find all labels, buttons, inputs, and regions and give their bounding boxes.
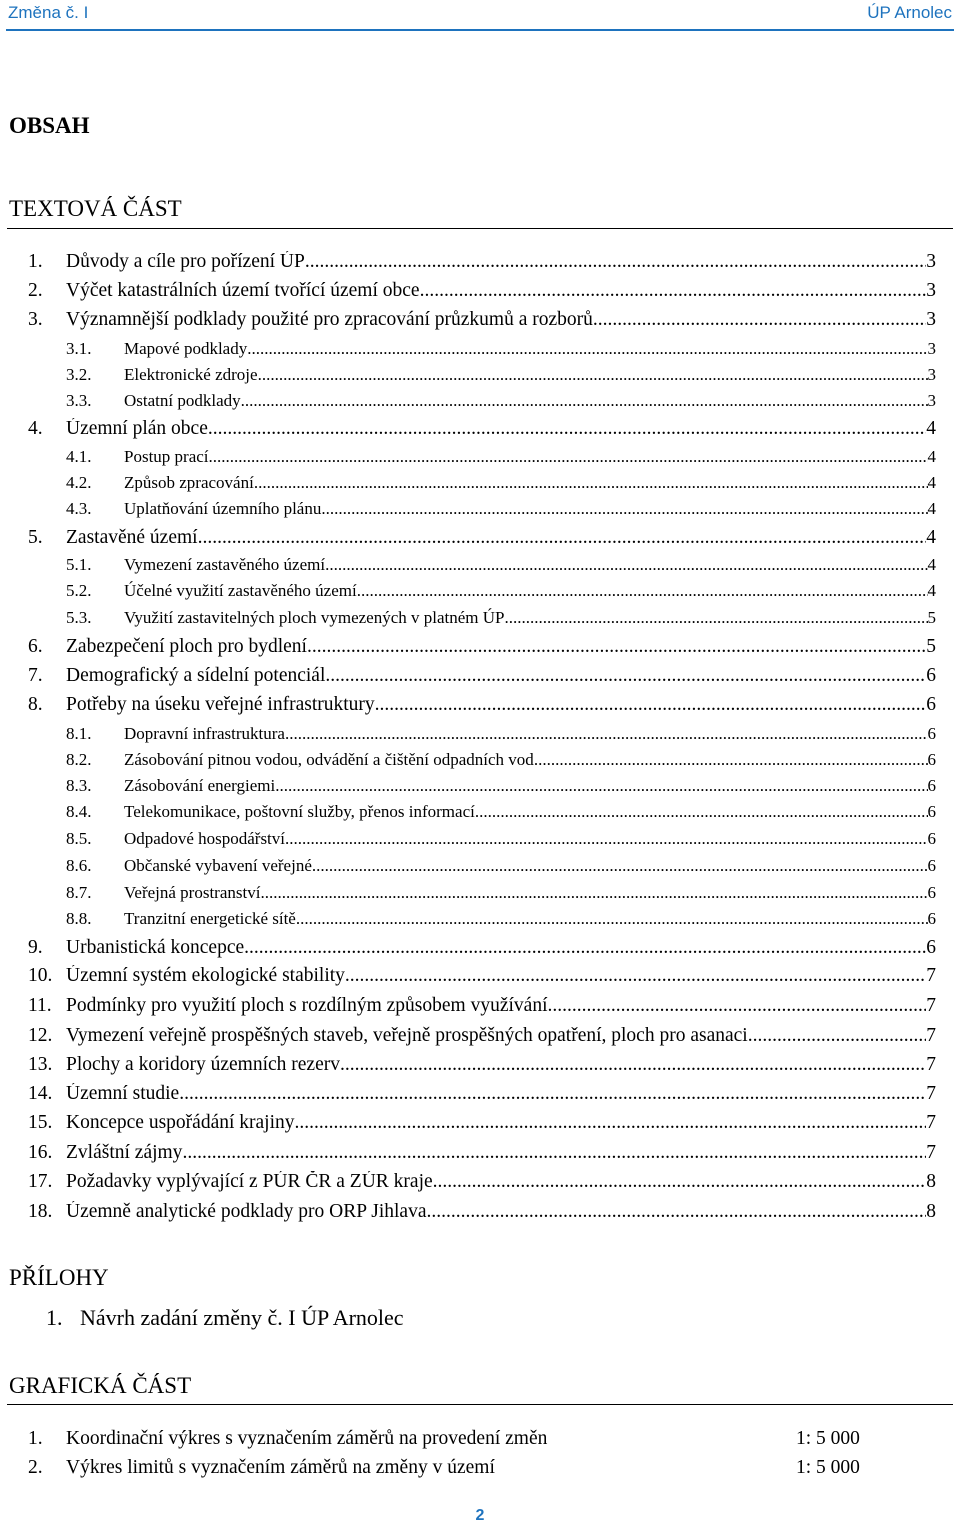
- toc-entry[interactable]: [28, 581, 936, 609]
- toc-entry-title: Urbanistická koncepce: [66, 937, 245, 958]
- toc-entry-page: 7: [926, 1083, 936, 1104]
- toc-entry-number: 3.1.: [66, 339, 92, 358]
- toc-entry-number: 2.: [28, 280, 43, 301]
- toc-entry[interactable]: [28, 750, 936, 778]
- toc-leader-dots: [426, 1201, 926, 1223]
- toc-leader-dots: [258, 365, 928, 385]
- toc-entry[interactable]: [28, 1171, 936, 1199]
- toc-entry-page: 6: [927, 883, 936, 902]
- drawing-item[interactable]: [28, 1457, 908, 1479]
- toc-entry-number: 4.3.: [66, 499, 92, 518]
- toc-entry-title: Zastavěné území: [66, 527, 198, 548]
- toc-entry-number: 3.: [28, 309, 43, 330]
- toc-entry-page: 7: [926, 965, 936, 986]
- toc-entry-title: Účelné využití zastavěného území: [124, 581, 357, 600]
- toc-entry-number: 12.: [28, 1025, 53, 1046]
- drawing-scale: 1: 5 000: [796, 1428, 860, 1449]
- toc-entry-number: 3.2.: [66, 365, 92, 384]
- toc-entry[interactable]: [28, 555, 936, 583]
- toc-entry[interactable]: [28, 995, 936, 1023]
- toc-entry-page: 3: [927, 391, 936, 410]
- toc-entry-page: 8: [926, 1201, 936, 1222]
- toc-leader-dots: [209, 447, 928, 467]
- toc-leader-dots: [534, 750, 928, 770]
- toc-entry[interactable]: [28, 1054, 936, 1082]
- drawing-title: Výkres limitů s vyznačením záměrů na změny v území: [66, 1457, 495, 1478]
- toc-entry-title: Způsob zpracování: [124, 473, 254, 492]
- toc-entry-page: 7: [926, 1025, 936, 1046]
- toc-leader-dots: [547, 995, 926, 1017]
- toc-leader-dots: [475, 802, 928, 822]
- toc-leader-dots: [593, 309, 926, 331]
- toc-entry-number: 14.: [28, 1083, 53, 1104]
- toc-entry-number: 8.6.: [66, 856, 92, 875]
- toc-entry[interactable]: [28, 418, 936, 446]
- toc-entry[interactable]: [28, 1201, 936, 1229]
- toc-leader-dots: [325, 665, 926, 687]
- toc-entry-title: Demografický a sídelní potenciál: [66, 665, 326, 686]
- toc-entry[interactable]: [28, 665, 936, 693]
- toc-entry-number: 8.7.: [66, 883, 92, 902]
- toc-leader-dots: [307, 636, 926, 658]
- toc-entry-number: 4.: [28, 418, 43, 439]
- toc-entry-number: 8.4.: [66, 802, 92, 821]
- toc-entry-title: Územně analytické podklady pro ORP Jihlava: [66, 1201, 427, 1222]
- toc-leader-dots: [312, 856, 928, 876]
- toc-entry[interactable]: [28, 608, 936, 636]
- toc-entry[interactable]: [28, 447, 936, 475]
- toc-entry-title: Zvláštní zájmy: [66, 1142, 183, 1163]
- toc-entry-title: Významnější podklady použité pro zpracování průzkumů a rozborů: [66, 309, 593, 330]
- toc-leader-dots: [296, 909, 928, 929]
- toc-entry-title: Zásobování pitnou vodou, odvádění a čištění odpadních vod: [124, 750, 534, 769]
- contents-heading: OBSAH: [9, 113, 90, 138]
- toc-entry-title: Výčet katastrálních území tvořící území obce: [66, 280, 420, 301]
- toc-entry[interactable]: [28, 499, 936, 527]
- toc-entry-title: Odpadové hospodářství: [124, 829, 286, 848]
- toc-entry-title: Mapové podklady: [124, 339, 248, 358]
- toc-entry-number: 4.2.: [66, 473, 92, 492]
- toc-entry-title: Požadavky vyplývající z PÚR ČR a ZÚR kraje: [66, 1171, 433, 1192]
- toc-leader-dots: [260, 883, 927, 903]
- toc-leader-dots: [505, 608, 928, 628]
- drawing-number: 2.: [28, 1457, 43, 1478]
- toc-leader-dots: [241, 391, 928, 411]
- toc-entry[interactable]: [28, 309, 936, 337]
- toc-entry-page: 6: [927, 724, 936, 743]
- toc-entry-number: 3.3.: [66, 391, 92, 410]
- toc-entry[interactable]: [28, 802, 936, 830]
- toc-leader-dots: [179, 1083, 926, 1105]
- toc-leader-dots: [305, 251, 926, 273]
- appendix-item[interactable]: [46, 1305, 404, 1331]
- toc-entry-page: 4: [926, 418, 936, 439]
- toc-entry-page: 3: [926, 309, 936, 330]
- toc-entry[interactable]: [28, 391, 936, 419]
- toc-entry-page: 4: [927, 447, 936, 466]
- toc-entry[interactable]: [28, 856, 936, 884]
- toc-entry-page: 6: [927, 776, 936, 795]
- toc-entry-title: Zásobování energiemi: [124, 776, 276, 795]
- toc-entry-number: 1.: [28, 251, 43, 272]
- toc-entry[interactable]: [28, 829, 936, 857]
- page-number: 2: [475, 1507, 485, 1524]
- toc-leader-dots: [375, 694, 927, 716]
- toc-entry-title: Potřeby na úseku veřejné infrastruktury: [66, 694, 375, 715]
- toc-entry-title: Plochy a koridory územních rezerv: [66, 1054, 340, 1075]
- toc-entry[interactable]: [28, 1083, 936, 1111]
- toc-entry-page: 4: [927, 555, 936, 574]
- toc-leader-dots: [748, 1025, 927, 1047]
- toc-entry-title: Územní studie: [66, 1083, 180, 1104]
- drawing-title: Koordinační výkres s vyznačením záměrů na provedení změn: [66, 1428, 548, 1449]
- toc-entry-page: 7: [926, 1054, 936, 1075]
- header-plan-name: ÚP Arnolec: [867, 3, 952, 22]
- toc-leader-dots: [198, 527, 927, 549]
- toc-entry-number: 18.: [28, 1201, 53, 1222]
- toc-entry-page: 6: [927, 909, 936, 928]
- toc-entry[interactable]: [28, 937, 936, 965]
- toc-leader-dots: [321, 499, 927, 519]
- toc-leader-dots: [357, 581, 928, 601]
- toc-entry-title: Uplatňování územního plánu: [124, 499, 322, 518]
- toc-entry-title: Veřejná prostranství: [124, 883, 261, 902]
- toc-leader-dots: [295, 1112, 927, 1134]
- toc-entry[interactable]: [28, 724, 936, 752]
- toc-entry-page: 5: [926, 636, 936, 657]
- toc-entry[interactable]: [28, 251, 936, 279]
- toc-entry-number: 13.: [28, 1054, 53, 1075]
- drawing-item[interactable]: [28, 1428, 908, 1450]
- toc-leader-dots: [285, 829, 927, 849]
- toc-entry-number: 8.8.: [66, 909, 92, 928]
- header-document-title: Změna č. I: [8, 3, 89, 22]
- toc-entry-page: 7: [926, 1142, 936, 1163]
- toc-entry[interactable]: [28, 694, 936, 722]
- toc-entry-title: Ostatní podklady: [124, 391, 241, 410]
- drawing-number: 1.: [28, 1428, 43, 1449]
- toc-entry-page: 3: [926, 251, 936, 272]
- toc-entry-title: Koncepce uspořádání krajiny: [66, 1112, 295, 1133]
- toc-entry-title: Občanské vybavení veřejné: [124, 856, 312, 875]
- appendix-title: Návrh zadání změny č. I ÚP Arnolec: [80, 1305, 404, 1330]
- text-part-heading: TEXTOVÁ ČÁST: [9, 196, 182, 221]
- toc-entry-page: 4: [926, 527, 936, 548]
- toc-leader-dots: [420, 280, 927, 302]
- toc-leader-dots: [345, 965, 926, 987]
- toc-entry-title: Vymezení zastavěného území: [124, 555, 326, 574]
- toc-entry-page: 6: [926, 937, 936, 958]
- toc-entry-title: Důvody a cíle pro pořízení ÚP: [66, 251, 305, 272]
- toc-entry-title: Územní plán obce: [66, 418, 208, 439]
- toc-entry-page: 6: [927, 750, 936, 769]
- graphic-part-heading: GRAFICKÁ ČÁST: [9, 1373, 192, 1398]
- toc-entry-page: 5: [927, 608, 936, 627]
- toc-entry-number: 7.: [28, 665, 43, 686]
- toc-entry-number: 5.1.: [66, 555, 92, 574]
- toc-entry-page: 6: [927, 802, 936, 821]
- toc-entry[interactable]: [28, 1112, 936, 1140]
- text-part-divider: [7, 228, 953, 229]
- toc-entry-page: 4: [927, 581, 936, 600]
- toc-entry[interactable]: [28, 365, 936, 393]
- toc-entry-title: Územní systém ekologické stability: [66, 965, 345, 986]
- toc-entry-number: 17.: [28, 1171, 53, 1192]
- toc-leader-dots: [433, 1171, 927, 1193]
- toc-entry-page: 4: [927, 473, 936, 492]
- toc-leader-dots: [254, 473, 928, 493]
- toc-entry-number: 5.: [28, 527, 43, 548]
- toc-entry-page: 6: [926, 694, 936, 715]
- header-divider: [6, 29, 954, 31]
- toc-entry-title: Podmínky pro využití ploch s rozdílným způsobem využívání: [66, 995, 548, 1016]
- toc-entry-number: 5.3.: [66, 608, 92, 627]
- toc-entry-title: Vymezení veřejně prospěšných staveb, veřejně prospěšných opatření, ploch pro asanaci: [66, 1025, 748, 1046]
- toc-entry-title: Elektronické zdroje: [124, 365, 258, 384]
- toc-leader-dots: [325, 555, 927, 575]
- toc-entry-number: 15.: [28, 1112, 53, 1133]
- toc-entry[interactable]: [28, 339, 936, 367]
- toc-entry-number: 10.: [28, 965, 53, 986]
- toc-entry-number: 8.3.: [66, 776, 92, 795]
- toc-entry-page: 4: [927, 499, 936, 518]
- toc-entry-page: 6: [927, 856, 936, 875]
- toc-entry-number: 4.1.: [66, 447, 92, 466]
- toc-entry-title: Tranzitní energetické sítě: [124, 909, 296, 928]
- toc-leader-dots: [247, 339, 927, 359]
- toc-entry-number: 8.5.: [66, 829, 92, 848]
- toc-entry-number: 8.2.: [66, 750, 92, 769]
- toc-entry[interactable]: [28, 883, 936, 911]
- graphic-part-divider: [7, 1404, 953, 1405]
- toc-leader-dots: [340, 1054, 926, 1076]
- toc-entry[interactable]: [28, 636, 936, 664]
- toc-entry-title: Telekomunikace, poštovní služby, přenos informací: [124, 802, 475, 821]
- toc-entry-page: 8: [926, 1171, 936, 1192]
- toc-entry-title: Využití zastavitelných ploch vymezených v platném ÚP: [124, 608, 505, 627]
- toc-entry-page: 7: [926, 1112, 936, 1133]
- toc-entry[interactable]: [28, 776, 936, 804]
- toc-entry-title: Dopravní infrastruktura: [124, 724, 285, 743]
- toc-entry[interactable]: [28, 473, 936, 501]
- toc-entry[interactable]: [28, 965, 936, 993]
- toc-entry-page: 3: [927, 365, 936, 384]
- toc-leader-dots: [285, 724, 928, 744]
- toc-entry[interactable]: [28, 1025, 936, 1053]
- toc-entry-number: 8.1.: [66, 724, 92, 743]
- toc-entry-page: 6: [927, 829, 936, 848]
- toc-entry[interactable]: [28, 280, 936, 308]
- toc-leader-dots: [275, 776, 927, 796]
- toc-leader-dots: [208, 418, 926, 440]
- toc-entry-number: 11.: [28, 995, 52, 1016]
- toc-entry-title: Zabezpečení ploch pro bydlení: [66, 636, 307, 657]
- toc-entry[interactable]: [28, 909, 936, 937]
- toc-entry-number: 5.2.: [66, 581, 92, 600]
- toc-entry-number: 6.: [28, 636, 43, 657]
- appendices-heading: PŘÍLOHY: [9, 1265, 109, 1290]
- toc-entry-number: 9.: [28, 937, 43, 958]
- drawing-scale: 1: 5 000: [796, 1457, 860, 1478]
- toc-entry-number: 8.: [28, 694, 43, 715]
- toc-entry-number: 16.: [28, 1142, 53, 1163]
- toc-entry-page: 3: [927, 339, 936, 358]
- toc-entry-page: 6: [926, 665, 936, 686]
- toc-leader-dots: [244, 937, 926, 959]
- toc-entry-page: 3: [926, 280, 936, 301]
- toc-entry-page: 7: [926, 995, 936, 1016]
- toc-entry[interactable]: [28, 527, 936, 555]
- appendix-number: 1.: [46, 1305, 63, 1330]
- toc-entry-title: Postup prací: [124, 447, 209, 466]
- toc-entry[interactable]: [28, 1142, 936, 1170]
- toc-leader-dots: [182, 1142, 926, 1164]
